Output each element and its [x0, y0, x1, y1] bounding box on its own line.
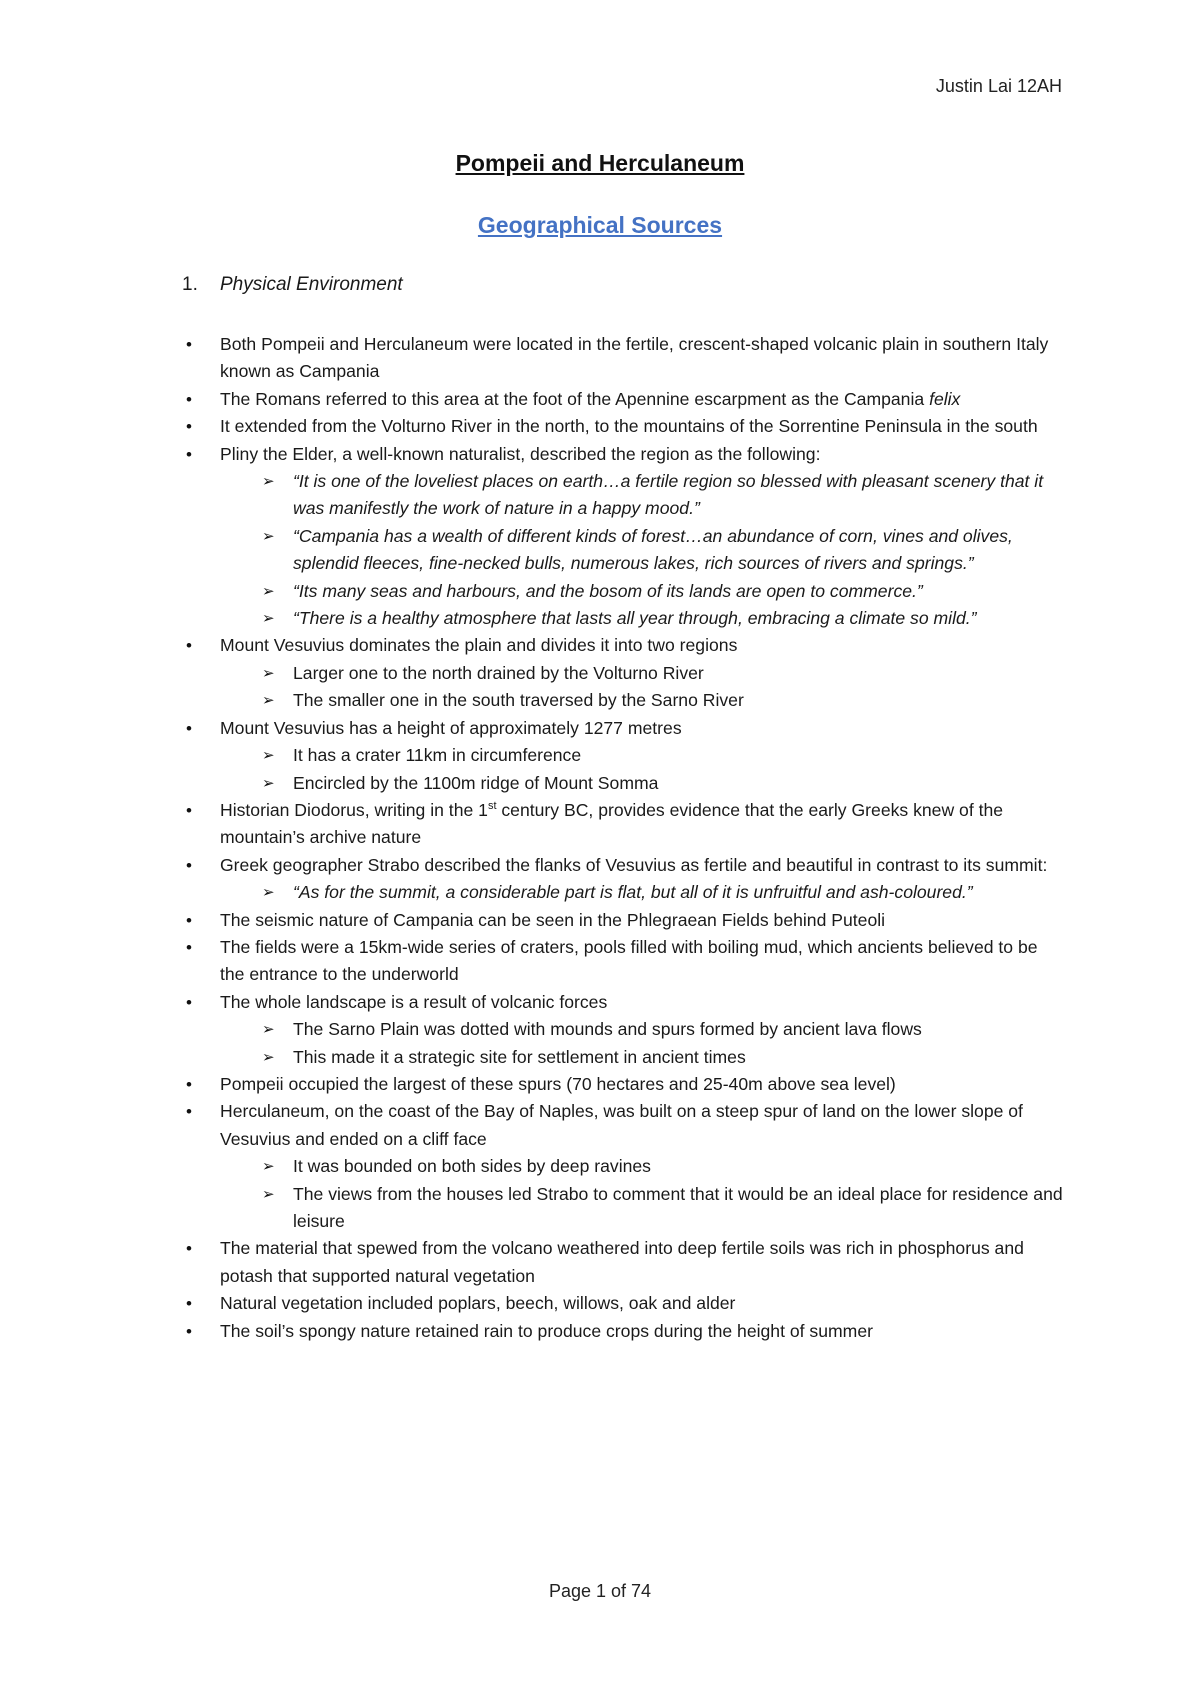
bullet-text: Natural vegetation included poplars, beech, willows, oak and alder — [220, 1293, 736, 1314]
bullet-text: The seismic nature of Campania can be seen in the Phlegraean Fields behind Puteoli — [220, 909, 886, 930]
bullet-text: “As for the summit, a considerable part is flat, but all of it is unfruitful and ash-coloured.” — [293, 882, 973, 903]
bullet-text: “Its many seas and harbours, and the bosom of its lands are open to commerce.” — [293, 580, 923, 601]
page-number: Page 1 of 74 — [548, 1581, 652, 1601]
bullet-text: Both Pompeii and Herculaneum were located in the fertile, crescent-shaped volcanic plain in southern Italy known as Campania — [220, 334, 1049, 382]
bullet-text: Mount Vesuvius has a height of approximately 1277 metres — [220, 717, 682, 738]
sub-bullet-item — [186, 1181, 1066, 1236]
bullet-text: Pliny the Elder, a well-known naturalist, described the region as the following: — [220, 443, 821, 464]
bullet-item — [186, 386, 1066, 413]
sub-bullet-item — [186, 879, 1066, 906]
document-title: Pompeii and Herculaneum — [455, 150, 745, 176]
section-number: 1. — [182, 274, 198, 295]
bullet-item — [186, 1235, 1066, 1290]
sub-bullet-item — [186, 523, 1066, 578]
section-heading-text: Physical Environment — [220, 274, 403, 295]
bullet-item — [186, 441, 1066, 468]
bullet-text: “It is one of the loveliest places on earth…a fertile region so blessed with pleasant scenery that it was manifestly the work of nature in a happy mood.” — [293, 471, 1044, 519]
page-header-author: Justin Lai 12AH — [935, 76, 1062, 96]
bullet-item — [186, 1290, 1066, 1317]
section-heading — [182, 274, 403, 296]
bullet-item — [186, 632, 1066, 659]
sub-bullet-item — [186, 1044, 1066, 1071]
bullet-text: Herculaneum, on the coast of the Bay of Naples, was built on a steep spur of land on the lower slope of Vesuvius and ended on a cliff face — [220, 1101, 1023, 1149]
bullet-item — [186, 989, 1066, 1016]
bullet-text: Greek geographer Strabo described the flanks of Vesuvius as fertile and beautiful in contrast to its summit: — [220, 854, 1048, 875]
bullet-item — [186, 331, 1066, 386]
bullet-list — [186, 331, 1066, 1345]
bullet-item — [186, 413, 1066, 440]
bullet-text: The smaller one in the south traversed by the Sarno River — [293, 690, 744, 711]
bullet-text: The whole landscape is a result of volcanic forces — [220, 991, 608, 1012]
bullet-text: It has a crater 11km in circumference — [293, 745, 582, 766]
bullet-item — [186, 907, 1066, 934]
sub-bullet-item — [186, 468, 1066, 523]
bullet-text: The Romans referred to this area at the foot of the Apennine escarpment as the Campania — [220, 388, 930, 409]
bullet-item — [186, 797, 1066, 852]
sub-bullet-item — [186, 1153, 1066, 1180]
bullet-text: It extended from the Volturno River in the north, to the mountains of the Sorrentine Peninsula in the south — [220, 416, 1038, 437]
bullet-text-continued: century BC, provides evidence that the early Greeks knew of the mountain’s archive nature — [220, 799, 1004, 848]
bullet-item — [186, 852, 1066, 879]
bullet-text: Historian Diodorus, writing in the 1 — [220, 799, 488, 820]
bullet-text: Pompeii occupied the largest of these spurs (70 hectares and 25-40m above sea level) — [220, 1073, 896, 1094]
bullet-text: The views from the houses led Strabo to comment that it would be an ideal place for residence and leisure — [293, 1183, 1063, 1231]
bullet-text: Mount Vesuvius dominates the plain and divides it into two regions — [220, 635, 738, 656]
bullet-text: The fields were a 15km-wide series of craters, pools filled with boiling mud, which ancients believed to be the entrance to the underworld — [220, 936, 1038, 985]
sub-bullet-item — [186, 660, 1066, 687]
sub-bullet-item — [186, 1016, 1066, 1043]
bullet-text: Larger one to the north drained by the Volturno River — [293, 662, 704, 683]
bullet-item — [186, 1098, 1066, 1153]
document-subtitle: Geographical Sources — [477, 212, 723, 238]
bullet-text: The Sarno Plain was dotted with mounds and spurs formed by ancient lava flows — [293, 1019, 922, 1040]
bullet-text: It was bounded on both sides by deep ravines — [293, 1156, 651, 1177]
bullet-item — [186, 715, 1066, 742]
bullet-text: The material that spewed from the volcano weathered into deep fertile soils was rich in phosphorus and potash that supported natural vegetation — [220, 1238, 1024, 1286]
bullet-text: “Campania has a wealth of different kinds of forest…an abundance of corn, vines and olives, splendid fleeces, fine-necked bulls, numerous lakes, rich sources of rivers and springs.” — [293, 525, 1013, 574]
bullet-text: Encircled by the 1100m ridge of Mount Somma — [293, 772, 659, 793]
bullet-text: “There is a healthy atmosphere that lasts all year through, embracing a climate so mild.” — [293, 608, 977, 629]
sub-bullet-item — [186, 605, 1066, 632]
superscript: st — [487, 800, 497, 813]
sub-bullet-item — [186, 770, 1066, 797]
sub-bullet-item — [186, 742, 1066, 769]
bullet-item — [186, 1318, 1066, 1345]
bullet-item — [186, 1071, 1066, 1098]
bullet-text: This made it a strategic site for settlement in ancient times — [293, 1046, 746, 1067]
sub-bullet-item — [186, 578, 1066, 605]
bullet-text-italic: felix — [929, 388, 961, 409]
sub-bullet-item — [186, 687, 1066, 714]
bullet-text: The soil’s spongy nature retained rain to produce crops during the height of summer — [220, 1320, 873, 1341]
bullet-item — [186, 934, 1066, 989]
